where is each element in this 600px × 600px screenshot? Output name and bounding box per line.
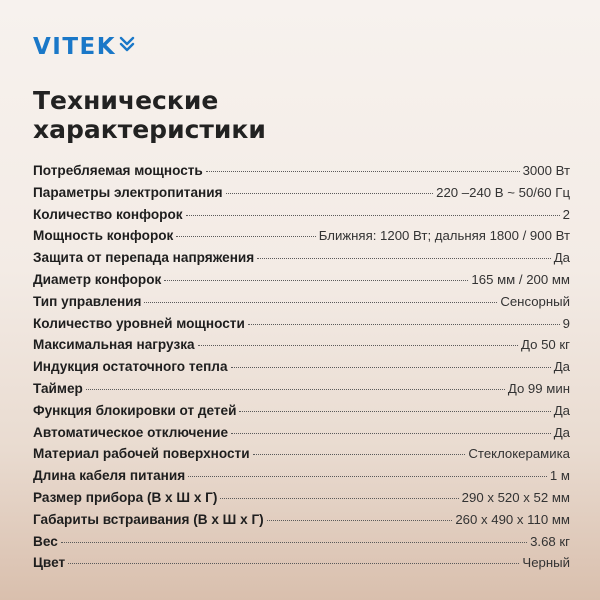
spec-value: Да <box>553 359 570 375</box>
dot-leader <box>220 498 458 499</box>
specs-list <box>33 163 570 577</box>
dot-leader <box>186 215 560 216</box>
brand-name: VITEK <box>33 34 117 60</box>
spec-value: Да <box>553 402 570 418</box>
spec-value: Да <box>553 250 570 266</box>
spec-row <box>33 228 570 250</box>
spec-value: 290 х 520 х 52 мм <box>461 489 570 505</box>
spec-value: До 99 мин <box>507 380 570 396</box>
spec-value: Да <box>553 424 570 440</box>
spec-value: 3000 Вт <box>522 163 570 178</box>
spec-label: Индукция остаточного тепла <box>33 359 228 375</box>
spec-label: Диаметр конфорок <box>33 271 162 287</box>
spec-row <box>33 468 570 490</box>
spec-value: 2 <box>562 206 570 222</box>
page-title-line-2: характеристики <box>33 115 266 144</box>
spec-label: Вес <box>33 533 58 549</box>
dot-leader <box>253 454 466 455</box>
dot-leader <box>68 563 519 564</box>
spec-value: 1 м <box>549 468 570 484</box>
spec-label: Количество конфорок <box>33 206 183 222</box>
spec-row <box>33 185 570 207</box>
spec-row <box>33 272 570 294</box>
spec-label: Максимальная нагрузка <box>33 337 195 353</box>
double-chevron-down-icon <box>119 35 135 53</box>
spec-row <box>33 425 570 447</box>
spec-label: Цвет <box>33 555 66 571</box>
spec-value: Стеклокерамика <box>468 446 570 462</box>
spec-row <box>33 316 570 338</box>
dot-leader <box>198 345 518 346</box>
spec-value: 3.68 кг <box>530 533 570 549</box>
spec-row <box>33 512 570 534</box>
spec-value: 260 х 490 х 110 мм <box>455 511 570 527</box>
spec-label: Таймер <box>33 380 83 396</box>
dot-leader <box>231 433 551 434</box>
spec-row <box>33 294 570 316</box>
dot-leader <box>231 367 551 368</box>
spec-value: 165 мм / 200 мм <box>471 271 570 287</box>
spec-row <box>33 490 570 512</box>
spec-label: Габариты встраивания (В х Ш х Г) <box>33 511 264 527</box>
spec-label: Длина кабеля питания <box>33 468 186 484</box>
dot-leader <box>144 302 497 303</box>
dot-leader <box>61 542 527 543</box>
spec-row <box>33 250 570 272</box>
dot-leader <box>176 236 315 237</box>
dot-leader <box>226 193 434 194</box>
spec-label: Потребляемая мощность <box>33 163 203 178</box>
spec-row <box>33 403 570 425</box>
spec-row <box>33 337 570 359</box>
spec-row <box>33 446 570 468</box>
spec-label: Тип управления <box>33 293 142 309</box>
spec-label: Количество уровней мощности <box>33 315 245 331</box>
spec-row <box>33 163 570 185</box>
spec-label: Материал рабочей поверхности <box>33 446 250 462</box>
dot-leader <box>164 280 468 281</box>
dot-leader <box>206 171 520 172</box>
spec-label: Мощность конфорок <box>33 228 174 244</box>
dot-leader <box>188 476 547 477</box>
spec-value: Сенсорный <box>500 293 570 309</box>
dot-leader <box>257 258 551 259</box>
brand-logo <box>33 34 135 60</box>
spec-label: Размер прибора (В х Ш х Г) <box>33 489 218 505</box>
spec-value: Ближняя: 1200 Вт; дальняя 1800 / 900 Вт <box>318 228 570 244</box>
dot-leader <box>248 324 560 325</box>
spec-value: До 50 кг <box>521 337 570 353</box>
spec-row <box>33 359 570 381</box>
page-title <box>33 86 266 144</box>
spec-row <box>33 381 570 403</box>
spec-label: Параметры электропитания <box>33 184 223 200</box>
dot-leader <box>86 389 505 390</box>
dot-leader <box>239 411 550 412</box>
spec-row <box>33 207 570 229</box>
spec-value: Черный <box>522 555 570 571</box>
spec-row <box>33 534 570 556</box>
spec-row <box>33 555 570 577</box>
page-title-line-1: Технические <box>33 86 219 115</box>
spec-value: 9 <box>562 315 570 331</box>
spec-label: Автоматическое отключение <box>33 424 229 440</box>
spec-label: Функция блокировки от детей <box>33 402 237 418</box>
spec-label: Защита от перепада напряжения <box>33 250 255 266</box>
spec-value: 220 –240 В ~ 50/60 Гц <box>436 184 570 200</box>
dot-leader <box>267 520 453 521</box>
